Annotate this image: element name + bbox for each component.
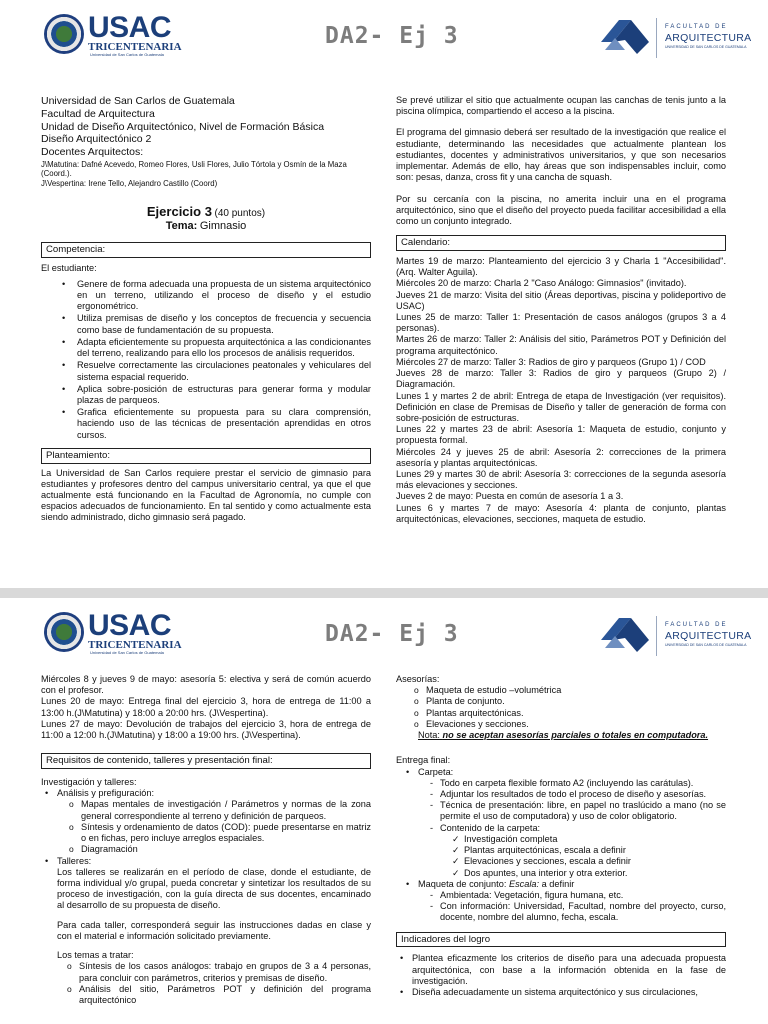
list-item: • Genere de forma adecuada una propuesta de un sistema arquitectónico en un terreno, utilizando el proceso de diseño y el estudio ergonométrico. xyxy=(41,279,371,313)
docentes-matutina: J\Matutina: Dafné Acevedo, Romeo Flores, Usli Flores, Julio Tórtola y Osmín de la Maza (Coord.). xyxy=(41,159,347,179)
calendario-item: Miércoles 8 y jueves 9 de mayo: asesoría 5: electiva y será de común acuerdo con el profesor. xyxy=(41,674,371,696)
calendario-item: Jueves 28 de marzo: Taller 3: Radios de giro y parqueos (Grupo 2) / Diagramación. xyxy=(396,368,726,390)
talleres-label: Talleres: xyxy=(57,855,92,866)
calendario-item: Jueves 2 de mayo: Puesta en común de asesoría 1 a 3. xyxy=(396,491,624,502)
usac-wordmark: USAC xyxy=(88,609,172,642)
list-item xyxy=(402,879,726,924)
document-title: DA2- Ej 3 xyxy=(325,23,459,49)
requisitos-heading: Requisitos de contenido, talleres y presentación final: xyxy=(41,753,371,769)
carpeta-label: Carpeta: xyxy=(418,766,454,777)
list-item: ✓ Dos apuntes, una interior y otra exterior. xyxy=(450,868,726,879)
list-item: o Planta de conjunto. xyxy=(410,696,726,707)
maqueta-label: Maqueta de conjunto: xyxy=(418,878,507,889)
page-2 xyxy=(0,598,768,1024)
institution-line: Unidad de Diseño Arquitectónico, Nivel de Formación Básica xyxy=(41,120,325,133)
list-item: - Ambientada: Vegetación, figura humana, etc. xyxy=(426,890,726,901)
usac-university-caption: Universidad de San Carlos de Guatemala xyxy=(90,52,164,57)
calendario-item: Martes 19 de marzo: Planteamiento del ejercicio 3 y Charla 1 "Accesibilidad". (Arq. Walter Aguila). xyxy=(396,255,726,278)
arquitectura-label: ARQUITECTURA xyxy=(665,32,752,44)
talleres-text: Los talleres se realizarán en el período de clase, donde el estudiante, de forma individual y/o grupal, pueda concretar y sintetizar los resultados de su proceso de investigación, con la guía directa de sus docentes, encaminado al desarrollo de su propuesta de diseño. xyxy=(57,866,371,911)
calendario-item: Miércoles 24 y jueves 25 de abril: Asesoría 2: correcciones de la primera asesoría y plantas arquitectónicas. xyxy=(396,446,726,468)
list-item: - Adjuntar los resultados de todo el proceso de diseño y asesorías. xyxy=(426,789,726,800)
usac-tricentenaria: TRICENTENARIA xyxy=(88,41,182,53)
list-item: o Síntesis y ordenamiento de datos (COD): puede presentarse en matriz o en fichas, pero incluye arreglos espaciales. xyxy=(65,822,371,844)
calendario-item: Lunes 25 de marzo: Taller 1: Presentación de casos análogos (grupos 3 a 4 personas). xyxy=(396,311,726,334)
usac-wordmark: USAC xyxy=(88,11,172,44)
nota-text: no se aceptan asesorías parciales o totales en computadora. xyxy=(442,730,709,741)
contenido-list xyxy=(450,834,726,879)
competencia-intro: El estudiante: xyxy=(41,262,97,273)
tema-value: Gimnasio xyxy=(199,219,247,232)
usac-logo xyxy=(44,609,209,658)
list-item xyxy=(41,856,371,943)
usac-seal-icon xyxy=(44,14,84,54)
nota xyxy=(396,730,726,741)
institution-line: Universidad de San Carlos de Guatemala xyxy=(41,95,235,107)
list-item: o Plantas arquitectónicas. xyxy=(410,708,726,719)
facultad-arquitectura-logo xyxy=(601,16,752,60)
list-item: o Mapas mentales de investigación / Parámetros y normas de la zona general correspondiente al terreno y definición de parqueos. xyxy=(65,799,371,821)
maqueta-escala-value: a definir xyxy=(541,878,575,889)
competencia-list xyxy=(41,279,371,441)
arquitectura-mark-icon xyxy=(601,618,649,652)
list-item: - Con información: Universidad, Facultad, nombre del proyecto, curso, docente, nombre del alumno, fecha, escala. xyxy=(426,901,726,923)
analisis-list xyxy=(65,799,371,855)
list-item: o Análisis del sitio, Parámetros POT y definición del programa arquitectónico xyxy=(63,984,371,1006)
list-item: o Síntesis de los casos análogos: trabajo en grupos de 3 a 4 personas, para concluir con parámetros, criterios y premisas de diseño. xyxy=(63,961,371,983)
program-paragraph: El programa del gimnasio deberá ser resultado de la investigación que realice el estudiante, determinando las necesidades que actualmente plantean los estudiantes, docentes y administrativos universitarios, y que son necesarios implementar. Además de ello, hay áreas que son indispensables incluir, como son: pesas, danza, cross fit y una cancha de squash. xyxy=(396,127,726,183)
page2-right-column xyxy=(396,674,726,998)
arquitectura-mark-icon xyxy=(601,20,649,54)
exercise-title: Ejercicio 3 xyxy=(146,204,212,220)
usac-university-caption: Universidad de San Carlos de Guatemala xyxy=(90,650,164,655)
carpeta-list xyxy=(426,778,726,879)
page1-right-column xyxy=(396,95,726,525)
investigacion-list xyxy=(41,788,371,942)
list-item: ✓ Plantas arquitectónicas, escala a definir xyxy=(450,845,726,856)
list-item: • Plantea eficazmente los criterios de diseño para una adecuada propuesta arquitectónica, con base a la información obtenida en la fase de investigación. xyxy=(396,953,726,987)
list-item xyxy=(41,788,371,855)
nota-label: Nota: xyxy=(418,730,440,741)
list-item: ✓ Investigación completa xyxy=(450,834,726,845)
competencia-heading: Competencia: xyxy=(41,242,371,258)
calendario-item: Lunes 22 y martes 23 de abril: Asesoría 1: Maqueta de estudio, conjunto y propuesta formal. xyxy=(396,424,726,446)
calendario-item: Lunes 1 y martes 2 de abril: Entrega de etapa de Investigación (ver requisitos). Definición en clase de Premisas de Diseño y taller de generación de forma con sobre-posición de estructuras. xyxy=(396,390,726,423)
logo-divider xyxy=(656,18,657,58)
page-header xyxy=(0,598,768,676)
arquitectura-label: ARQUITECTURA xyxy=(665,630,752,642)
logo-divider xyxy=(656,616,657,656)
calendario-item: Miércoles 20 de marzo: Charla 2 "Caso Análogo: Gimnasios" (invitado). xyxy=(396,278,687,289)
calendario-heading: Calendario: xyxy=(396,235,726,251)
list-item: o Elevaciones y secciones. xyxy=(410,719,726,730)
contenido-label: Contenido de la carpeta: xyxy=(440,822,541,833)
page-header xyxy=(0,0,768,78)
planteamiento-heading: Planteamiento: xyxy=(41,448,371,464)
taller-instructions: Para cada taller, corresponderá seguir las instrucciones dadas en clase y con el material e información solicitado previamente. xyxy=(57,919,371,941)
asesorias-label: Asesorías: xyxy=(396,674,440,684)
docentes-vespertina: J\Vespertina: Irene Tello, Alejandro Castillo (Coord) xyxy=(41,178,218,188)
exercise-points: (40 puntos) xyxy=(214,208,266,220)
list-item: • Aplica sobre-posición de estructuras para generar forma y modular plazas de parqueos. xyxy=(41,384,371,406)
entrega-list xyxy=(402,767,726,924)
tema-label: Tema: xyxy=(165,219,198,232)
list-item: • Grafica eficientemente su propuesta para su clara comprensión, haciendo uso de las técnicas de presentación aprendidas en otros cursos. xyxy=(41,407,371,441)
calendario-item: Lunes 27 de mayo: Devolución de trabajos del ejercicio 3, hora de entrega de 11:00 a 12:00 h.(J\Matutina) y 18:00 a 19:00 hrs. (J\Vespertina). xyxy=(41,718,371,741)
arquitectura-caption: UNIVERSIDAD DE SAN CARLOS DE GUATEMALA xyxy=(665,643,747,647)
arquitectura-caption: UNIVERSIDAD DE SAN CARLOS DE GUATEMALA xyxy=(665,45,747,49)
usac-seal-icon xyxy=(44,612,84,652)
maqueta-escala-label: Escala: xyxy=(508,878,540,889)
investigacion-label: Investigación y talleres: xyxy=(41,777,137,788)
calendario-item: Lunes 6 y martes 7 de mayo: Asesoría 4: planta de conjunto, plantas arquitectónicas, elevaciones, secciones, maqueta de estudio. xyxy=(396,502,726,524)
list-item: • Resuelve correctamente las circulaciones peatonales y vehiculares del sistema espacial requerido. xyxy=(41,360,371,382)
list-item: o Maqueta de estudio –volumétrica xyxy=(410,685,726,696)
list-item: - Todo en carpeta flexible formato A2 (incluyendo las carátulas). xyxy=(426,778,726,789)
list-item: - Técnica de presentación: libre, en papel no traslúcido a mano (no se permite el uso de computadora) y uso de color obligatorio. xyxy=(426,800,726,822)
list-item: • Utiliza premisas de diseño y los conceptos de frecuencia y secuencia como base de fundamentación de su propuesta. xyxy=(41,313,371,335)
facultad-label: FACULTAD DE xyxy=(665,622,728,628)
calendario-item: Martes 26 de marzo: Taller 2: Análisis del sitio, Parámetros POT y Definición del programa arquitectónico. xyxy=(396,334,726,356)
temas-label: Los temas a tratar: xyxy=(57,950,134,961)
maqueta-list xyxy=(426,890,726,924)
usac-logo xyxy=(44,11,209,60)
exercise-heading xyxy=(41,205,371,231)
list-item xyxy=(426,823,726,879)
facultad-arquitectura-logo xyxy=(601,614,752,658)
facultad-label: FACULTAD DE xyxy=(665,24,728,30)
temas-list xyxy=(63,961,371,1006)
site-paragraph: Se prevé utilizar el sitio que actualmente ocupan las canchas de tenis junto a la piscina olímpica, compartiendo el acceso a la piscina. xyxy=(396,95,726,117)
page-separator xyxy=(0,588,768,598)
institution-line: Facultad de Arquitectura xyxy=(41,107,155,120)
entrega-label: Entrega final: xyxy=(396,755,451,766)
list-item: o Diagramación xyxy=(65,844,371,855)
list-item: ✓ Elevaciones y secciones, escala a definir xyxy=(450,856,726,867)
page2-left-column xyxy=(41,674,371,1006)
institution-line: Docentes Arquitectos: xyxy=(41,146,144,159)
page1-left-column xyxy=(41,95,371,527)
indicadores-list xyxy=(396,953,726,998)
list-item: • Diseña adecuadamente un sistema arquitectónico y sus circulaciones, xyxy=(396,987,726,998)
pool-paragraph: Por su cercanía con la piscina, no amerita incluir una en el programa arquitectónico, sino que el diseño del proyecto pueda facilitar accesibilidad a ella como un conjunto integrado. xyxy=(396,193,726,226)
calendario-item: Lunes 20 de mayo: Entrega final del ejercicio 3, hora de entrega de 11:00 a 13:00 h.(J\Matutina) y 18:00 a 20:00 hrs. (J\Vespertina). xyxy=(41,696,371,718)
list-item xyxy=(402,767,726,879)
indicadores-heading: Indicadores del logro xyxy=(396,932,726,948)
document-title: DA2- Ej 3 xyxy=(325,621,459,647)
usac-tricentenaria: TRICENTENARIA xyxy=(88,639,182,651)
institution-line: Diseño Arquitectónico 2 xyxy=(41,133,152,146)
asesorias-list xyxy=(410,685,726,730)
planteamiento-text: La Universidad de San Carlos requiere prestar el servicio de gimnasio para estudiantes y profesores dentro del campus universitario central, ya que el que actualmente está funcionando en la Facultad de Agronomía, no cumple con espacios adecuados de funcionamiento. En tal sentido y como actualmente esta siendo administrado, dicho gimnasio será pagado. xyxy=(41,467,371,523)
calendario-item: Lunes 29 y martes 30 de abril: Asesoría 3: correcciones de la segunda asesoría más elevaciones y secciones. xyxy=(396,469,726,491)
calendario-list xyxy=(396,256,726,525)
analisis-label: Análisis y prefiguración: xyxy=(57,788,155,799)
schedule-continued xyxy=(41,674,371,741)
calendario-item: Miércoles 27 de marzo: Taller 3: Radios de giro y parqueos (Grupo 1) / COD xyxy=(396,356,706,367)
calendario-item: Jueves 21 de marzo: Visita del sitio (Áreas deportivas, piscina y polideportivo de USAC) xyxy=(396,289,726,311)
list-item: • Adapta eficientemente su propuesta arquitectónica a las condicionantes del terreno, realizando para ello los procesos de análisis requeridos. xyxy=(41,337,371,359)
institution-block xyxy=(41,95,371,159)
